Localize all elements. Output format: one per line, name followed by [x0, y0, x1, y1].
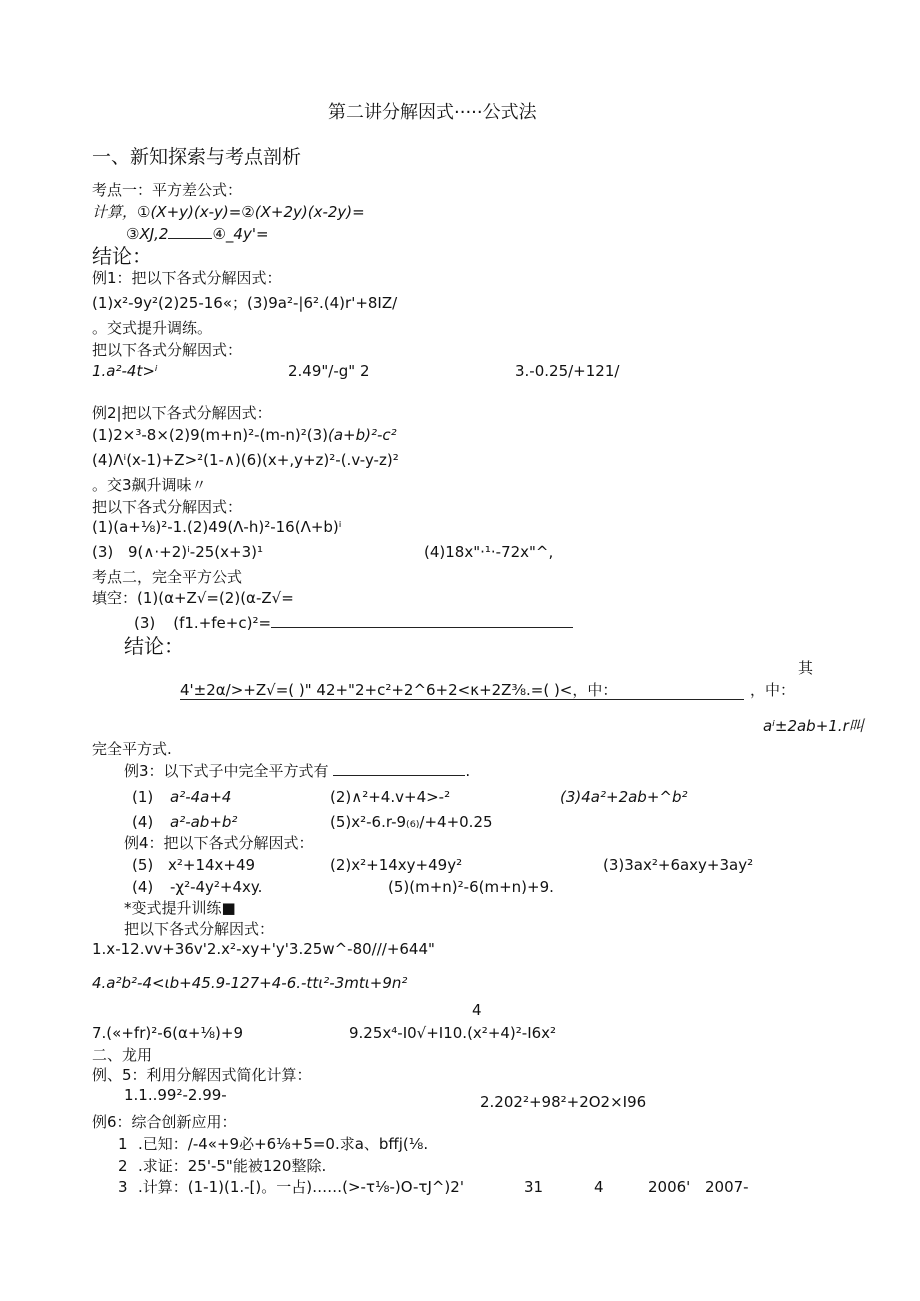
- example-3-text: 例3：以下式子中完全平方式有: [124, 762, 329, 780]
- key-point-1: 考点一：平方差公式：: [92, 181, 243, 199]
- example-4: 例4：把以下各式分解因式：: [124, 834, 314, 852]
- factor-prompt-1: 把以下各式分解因式：: [92, 341, 243, 359]
- drill-3-line-3a: 7.(«+fr)²-6(α+⅛)+9: [92, 1024, 243, 1042]
- word-qi: 其: [798, 659, 814, 677]
- example-2: 例2|把以下各式分解因式：: [92, 404, 272, 422]
- factor-prompt-2: 把以下各式分解因式：: [92, 498, 243, 516]
- drill-3-line-3b: 9.25x⁴-I0√+I10.(x²+4)²-I6x²: [349, 1024, 557, 1042]
- example-5-item-1: 1.1..99²-2.99-: [124, 1086, 227, 1104]
- example-6-item-1: .已知：/-4«+9必+6⅛+5=0.求a、bffj(⅛.: [138, 1135, 429, 1153]
- section-heading-1: 一、新知探索与考点剖析: [92, 146, 302, 168]
- conclusion-label: 结论：: [92, 244, 152, 268]
- example-4-item-4: -χ²-4y²+4xy.: [170, 878, 263, 896]
- drill-1-heading: 。交式提升调练。: [92, 319, 213, 337]
- example-6-item-3-fraction-a: 31: [524, 1178, 544, 1196]
- drill-1-item-3: 3.-0.25/+121/: [515, 362, 620, 380]
- fill-in-line-1: 填空：(1)(α+Z√=(2)(α-Z√=: [92, 589, 294, 607]
- drill-2-item-3-number: (3): [92, 543, 114, 561]
- drill-2-item-3: 9(∧·+2)ⁱ-25(x+3)¹: [128, 543, 263, 561]
- formula-continuation: ，中：: [750, 681, 796, 699]
- example-4-item-2: (2)x²+14xy+49y²: [330, 856, 463, 874]
- example-4-item-1-number: (5): [132, 856, 154, 874]
- number-four: 4: [472, 1001, 482, 1019]
- drill-3-line-1: 1.x-12.vv+36v'2.x²-xy+'y'3.25w^-80///+644": [92, 940, 435, 958]
- example-3-item-3: (3)4a²+2ab+^b²: [560, 788, 688, 806]
- factor-prompt-3: 把以下各式分解因式：: [124, 920, 275, 938]
- example-6-item-2-number: 2: [118, 1157, 128, 1175]
- example-6-item-3-fraction-c: 2006': [648, 1178, 691, 1196]
- drill-3-line-2: 4.a²b²-4<ιb+45.9-127+4-6.-ttι²-3mtι+9n²: [92, 974, 408, 992]
- example-5-item-2: 2.202²+98²+2O2×I96: [480, 1093, 647, 1111]
- example-2-line-1: [92, 426, 397, 444]
- drill-1-item-1: 1.a²-4t>ⁱ: [92, 362, 158, 380]
- drill-3-heading: *变式提升训练■: [124, 899, 236, 917]
- example-1: 例1：把以下各式分解因式：: [92, 269, 282, 287]
- section-heading-2: 二、龙用: [92, 1046, 153, 1064]
- calc-line-2: [126, 225, 269, 243]
- example-6-item-3-fraction-b: 4: [594, 1178, 604, 1196]
- example-4-item-4-number: (4): [132, 878, 154, 896]
- page-title: 第二讲分解因式·····公式法: [328, 102, 537, 123]
- example-3-item-1-number: (1): [132, 788, 154, 806]
- fill-in-3-number: (3): [134, 614, 156, 632]
- drill-2-item-4: (4)18x"·¹·-72x"^,: [424, 543, 554, 561]
- example-6-item-2: .求证：25'-5"能被120整除.: [138, 1157, 327, 1175]
- example-6-item-3-number: 3: [118, 1178, 128, 1196]
- example-4-item-5: (5)(m+n)²-6(m+n)+9.: [388, 878, 554, 896]
- example-6: 例6：综合创新应用：: [92, 1113, 237, 1131]
- example-3-item-1: a²-4a+4: [170, 788, 232, 806]
- example-3-item-4-number: (4): [132, 813, 154, 831]
- drill-2-item-1: (1)(a+⅛)²-1.(2)49(Λ-h)²-16(Λ+b)ⁱ: [92, 518, 342, 536]
- example-2-line-1-part-a: (1)2×³-8×(2)9(m+n)²-(m-n)²(3): [92, 426, 329, 444]
- answer-blank: [168, 237, 212, 239]
- calc-item-3: ③XJ,2: [126, 225, 169, 243]
- example-4-item-1: x²+14x+49: [168, 856, 256, 874]
- example-3-item-5: (5)x²-6.r-9₍₆₎/+4+0.25: [330, 813, 493, 831]
- example-3-item-2: (2)∧²+4.v+4>-²: [330, 788, 451, 806]
- formula-line: 4'±2α/>+Z√=( )" 42+"2+c²+2^6+2<κ+2Z⅜.=( )<，中：: [180, 681, 744, 700]
- key-point-2: 考点二，完全平方公式: [92, 568, 243, 586]
- complete-square-definition: 完全平方式.: [92, 740, 172, 758]
- drill-2-heading: 。交3飙升调味〃: [92, 476, 207, 494]
- answer-blank: [333, 774, 465, 776]
- example-2-line-1-part-b: (a+b)²-c²: [328, 426, 397, 444]
- conclusion-2-label: 结论：: [124, 634, 184, 658]
- example-6-item-3: .计算：(1-1)(1.-[)。一占)……(>-τ⅛-)O-τJ^)2': [138, 1178, 464, 1196]
- example-4-item-3: (3)3ax²+6axy+3ay²: [603, 856, 754, 874]
- example-3: [124, 762, 470, 780]
- fill-in-3-expression: (f1.+fe+c)²=: [173, 614, 272, 632]
- example-3-item-4: a²-ab+b²: [170, 813, 238, 831]
- fill-in-line-2: [134, 614, 573, 632]
- example-2-line-2: (4)Λⁱ(x-1)+Z>²(1-∧)(6)(x+,y+z)²-(.v-y-z)²: [92, 451, 399, 469]
- example-1-items: (1)x²-9y²(2)25-16«；(3)9a²-|6².(4)r'+8IZ/: [92, 294, 398, 312]
- drill-1-item-2: 2.49"/-g" 2: [288, 362, 370, 380]
- formula-a-squared: aⁱ±2ab+1.r叫: [763, 717, 864, 735]
- calc-line-1: 计算，①(X+y)(x-y)=②(X+2y)(x-2y)=: [92, 203, 365, 221]
- example-6-item-3-fraction-d: 2007-: [705, 1178, 749, 1196]
- example-5: 例、5：利用分解因式简化计算：: [92, 1066, 312, 1084]
- example-6-item-1-number: 1: [118, 1135, 128, 1153]
- example-3-period: .: [465, 762, 471, 780]
- answer-blank: [271, 626, 573, 628]
- calc-item-4: ④_4y'=: [212, 225, 269, 243]
